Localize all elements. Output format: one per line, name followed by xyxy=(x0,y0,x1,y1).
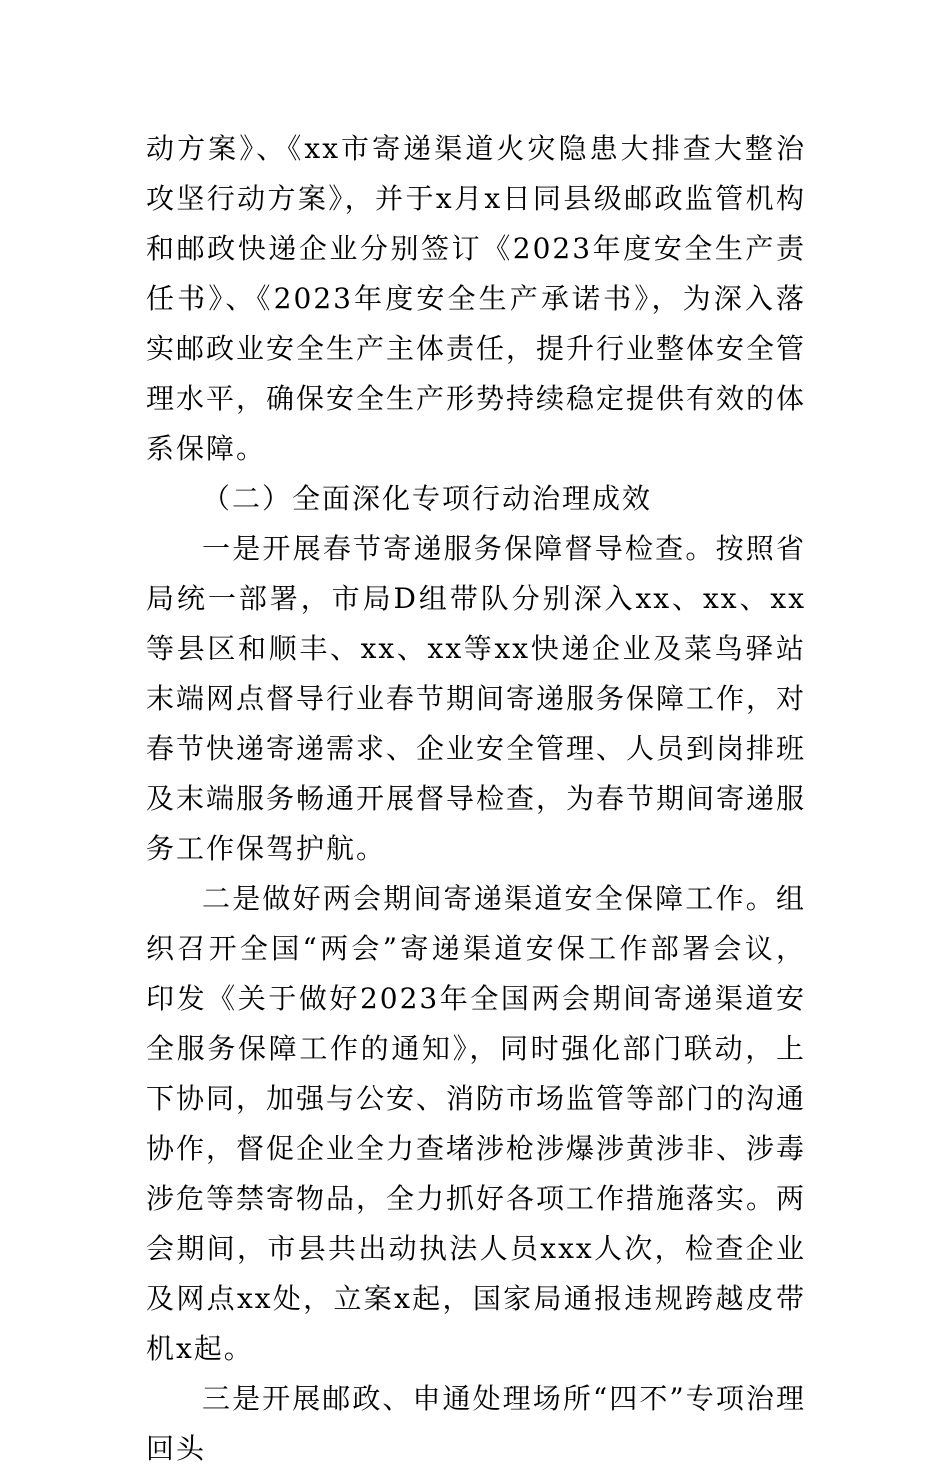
paragraph-two-sessions: 二是做好两会期间寄递渠道安全保障工作。组织召开全国“两会”寄递渠道安保工作部署会议，印发《关于做好2023年全国两会期间寄递渠道安全服务保障工作的通知》，同时强化部门联动，上下协同，加强与公安、消防市场监管等部门的沟通协作，督促企业全力查堵涉枪涉爆涉黄涉非、涉毒涉危等禁寄物品，全力抓好各项工作措施落实。两会期间，市县共出动执法人员xxx人次，检查企业及网点xx处，立案x起，国家局通报违规跨越皮带机x起。 xyxy=(146,882,807,1365)
document-body xyxy=(146,124,806,1474)
paragraph-spring-festival: 一是开展春节寄递服务保障督导检查。按照省局统一部署，市局D组带队分别深入xx、xx、xx等县区和顺丰、xx、xx等xx快递企业及菜鸟驿站末端网点督导行业春节期间寄递服务保障工作，对春节快递寄递需求、企业安全管理、人员到岗排班及末端服务畅通开展督导检查，为春节期间寄递服务工作保驾护航。 xyxy=(146,532,807,865)
paragraph-continuation: 动方案》、《xx市寄递渠道火灾隐患大排查大整治攻坚行动方案》，并于x月x日同县级邮政监管机构和邮政快递企业分别签订《2023年度安全生产责任书》、《2023年度安全生产承诺书》，为深入落实邮政业安全生产主体责任，提升行业整体安全管理水平，确保安全生产形势持续稳定提供有效的体系保障。 xyxy=(146,132,807,465)
paragraph-four-nots: 三是开展邮政、申通处理场所“四不”专项治理回头 xyxy=(146,1382,806,1465)
section-heading: （二）全面深化专项行动治理成效 xyxy=(202,482,653,515)
